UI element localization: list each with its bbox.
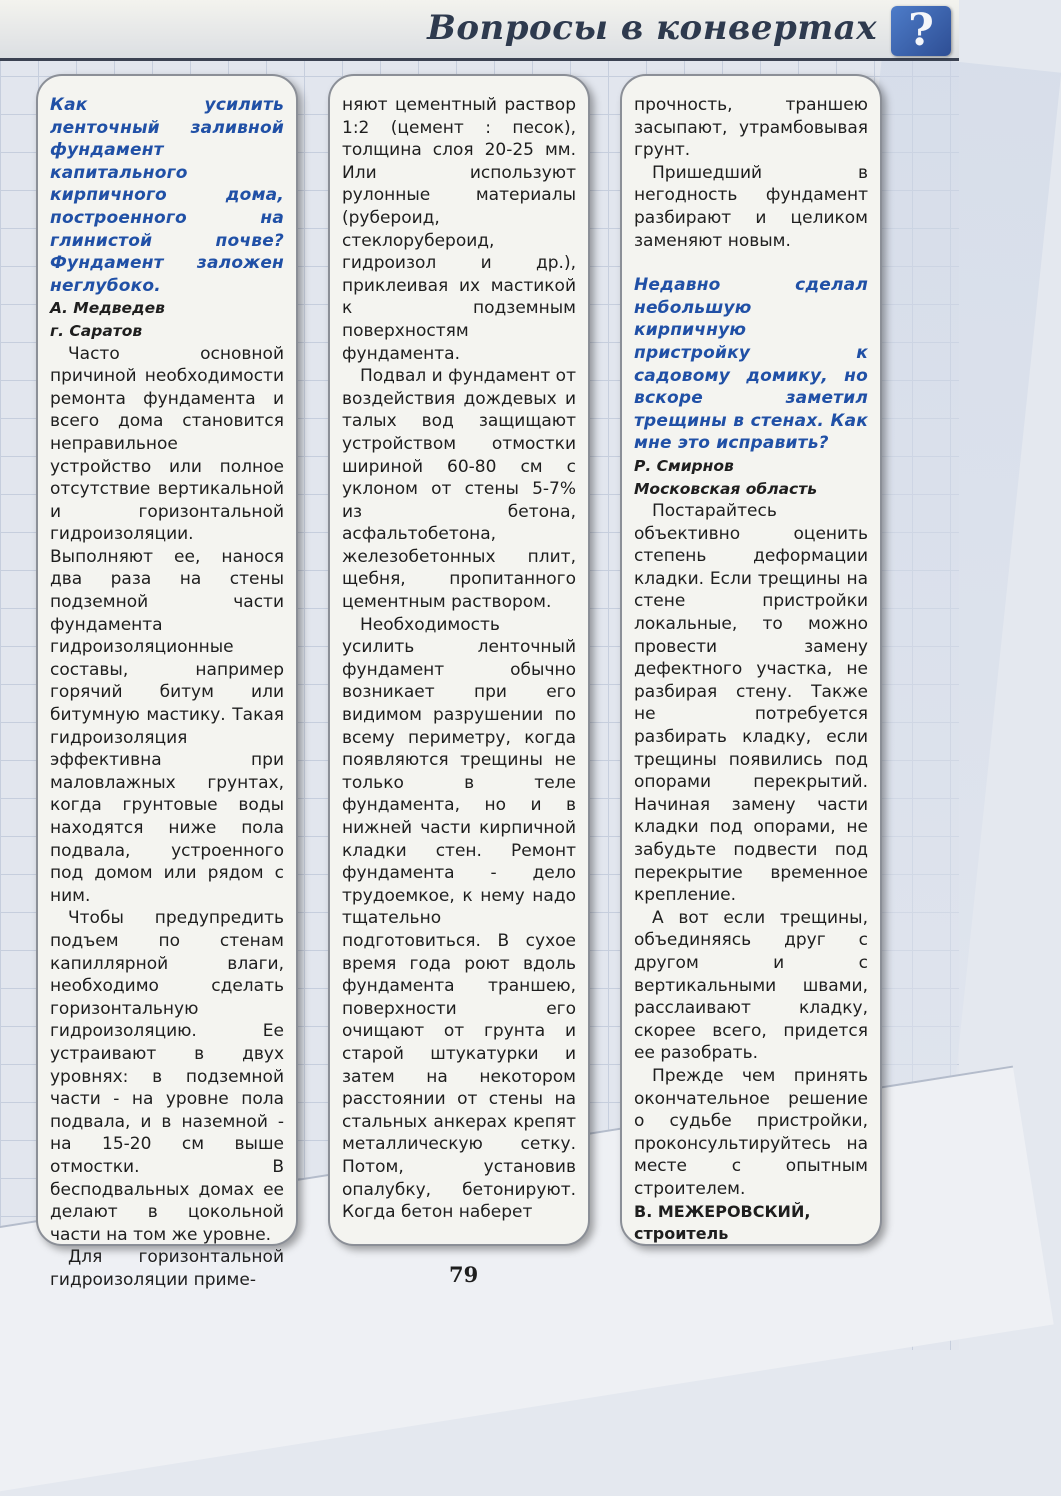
answer-paragraph: Подвал и фундамент от воздействия дождевых и талых вод защищают устройством отмостки шириной 60-80 см с уклоном от стены 5-7% из бетона, асфальтобетона, железобетонных плит, щебня, пропитанного цементным раствором.	[342, 366, 576, 613]
answer-paragraph: Чтобы предупредить подъем по стенам капиллярной влаги, необходимо сделать горизонтальную гидроизоляцию. Ее устраивают в двух уровнях: в подземной части - на уровне пола подвала, и в наземной - на 15-20 см выше отмостки. В бесподвальных домах ее делают в цокольной части на том же уровне.	[50, 908, 284, 1245]
question-location-1: г. Саратов	[50, 321, 143, 340]
answer-paragraph: Прежде чем принять окончательное решение о судьбе пристройки, проконсультируйтесь на месте с опытным строителем.	[634, 1065, 868, 1199]
answer-paragraph: Для горизонтальной гидроизоляции приме-	[50, 1247, 284, 1290]
question-mark-glyph: ?	[908, 5, 934, 56]
answer-signature: В. МЕЖЕРОВСКИЙ,	[634, 1201, 811, 1221]
answer-paragraph: Постарайтесь объективно оценить степень деформации кладки. Если трещины на стене пристройки локальные, то можно провести замену дефектного участка, не разбирая стену. Также не потребуется разбирать кладку, если трещины появились под опорами перекрытий. Начиная замену части кладки под опорами, не забудьте подвести под перекрытие временное крепление.	[634, 501, 868, 906]
spacer	[634, 252, 868, 274]
answer-paragraph: прочность, траншею засыпают, утрамбовывая грунт.	[634, 95, 868, 161]
answer-signature-role: строитель	[634, 1224, 729, 1244]
answer-paragraph: Пришедший в негодность фундамент разбирают и целиком заменяют новым.	[634, 162, 868, 251]
question-location-2: Московская область	[634, 479, 818, 498]
answer-paragraph: няют цементный раствор 1:2 (цемент : песок), толщина слоя 20-25 мм. Или используют рулонные материалы (рубероид, стеклорубероид, гидроизол и др.), приклеивая их мастикой к подземным поверхностям фундамента.	[342, 95, 576, 364]
reader-question-2: Недавно сделал небольшую кирпичную пристройку к садовому домику, но вскоре заметил трещины в стенах. Как мне это исправить?	[634, 275, 868, 454]
answer-paragraph: Необходимость усилить ленточный фундамент обычно возникает при его видимом разрушении по всему периметру, когда появляются трещины не только в теле фундамента, но и в нижней части кирпичной кладки стен. Ремонт фундамента - дело трудоемкое, к нему надо тщательно подготовиться. В сухое время года роют вдоль фундамента траншею, поверхности его очищают от грунта и старой штукатурки и затем на некотором расстоянии от стены на стальных анкерах крепят металлическую сетку. Потом, установив опалубку, бетонируют. Когда бетон наберет	[342, 614, 576, 1223]
header-bar	[0, 0, 959, 61]
question-author-1: А. Медведев	[50, 299, 165, 318]
answer-paragraph: А вот если трещины, объединяясь друг с другом и с вертикальными швами, расслаивают кладку, скорее всего, придется ее разобрать.	[634, 907, 868, 1064]
reader-question-1: Как усилить ленточный заливной фундамент капитального кирпичного дома, построенного на глинистой почве? Фундамент заложен неглубоко.	[50, 95, 284, 296]
page-number: 79	[449, 1262, 479, 1287]
answer-paragraph: Часто основной причиной необходимости ремонта фундамента и всего дома становится неправильное устройство или полное отсутствие вертикальной и горизонтальной гидроизоляции. Выполняют ее, нанося два раза на стены подземной части фундамента гидроизоляционные составы, например горячий битум или битумную мастику. Такая гидроизоляция эффективна при маловлажных грунтах, когда грунтовые воды находятся ниже пола подвала, устроенного под домом или рядом с ним.	[50, 343, 284, 906]
question-author-2: Р. Смирнов	[634, 456, 734, 475]
section-title: Вопросы в конвертах	[427, 8, 877, 48]
article-column-2	[328, 74, 590, 1246]
question-mark-icon	[891, 6, 951, 56]
article-column-1	[36, 74, 298, 1290]
article-column-3	[620, 74, 882, 1246]
